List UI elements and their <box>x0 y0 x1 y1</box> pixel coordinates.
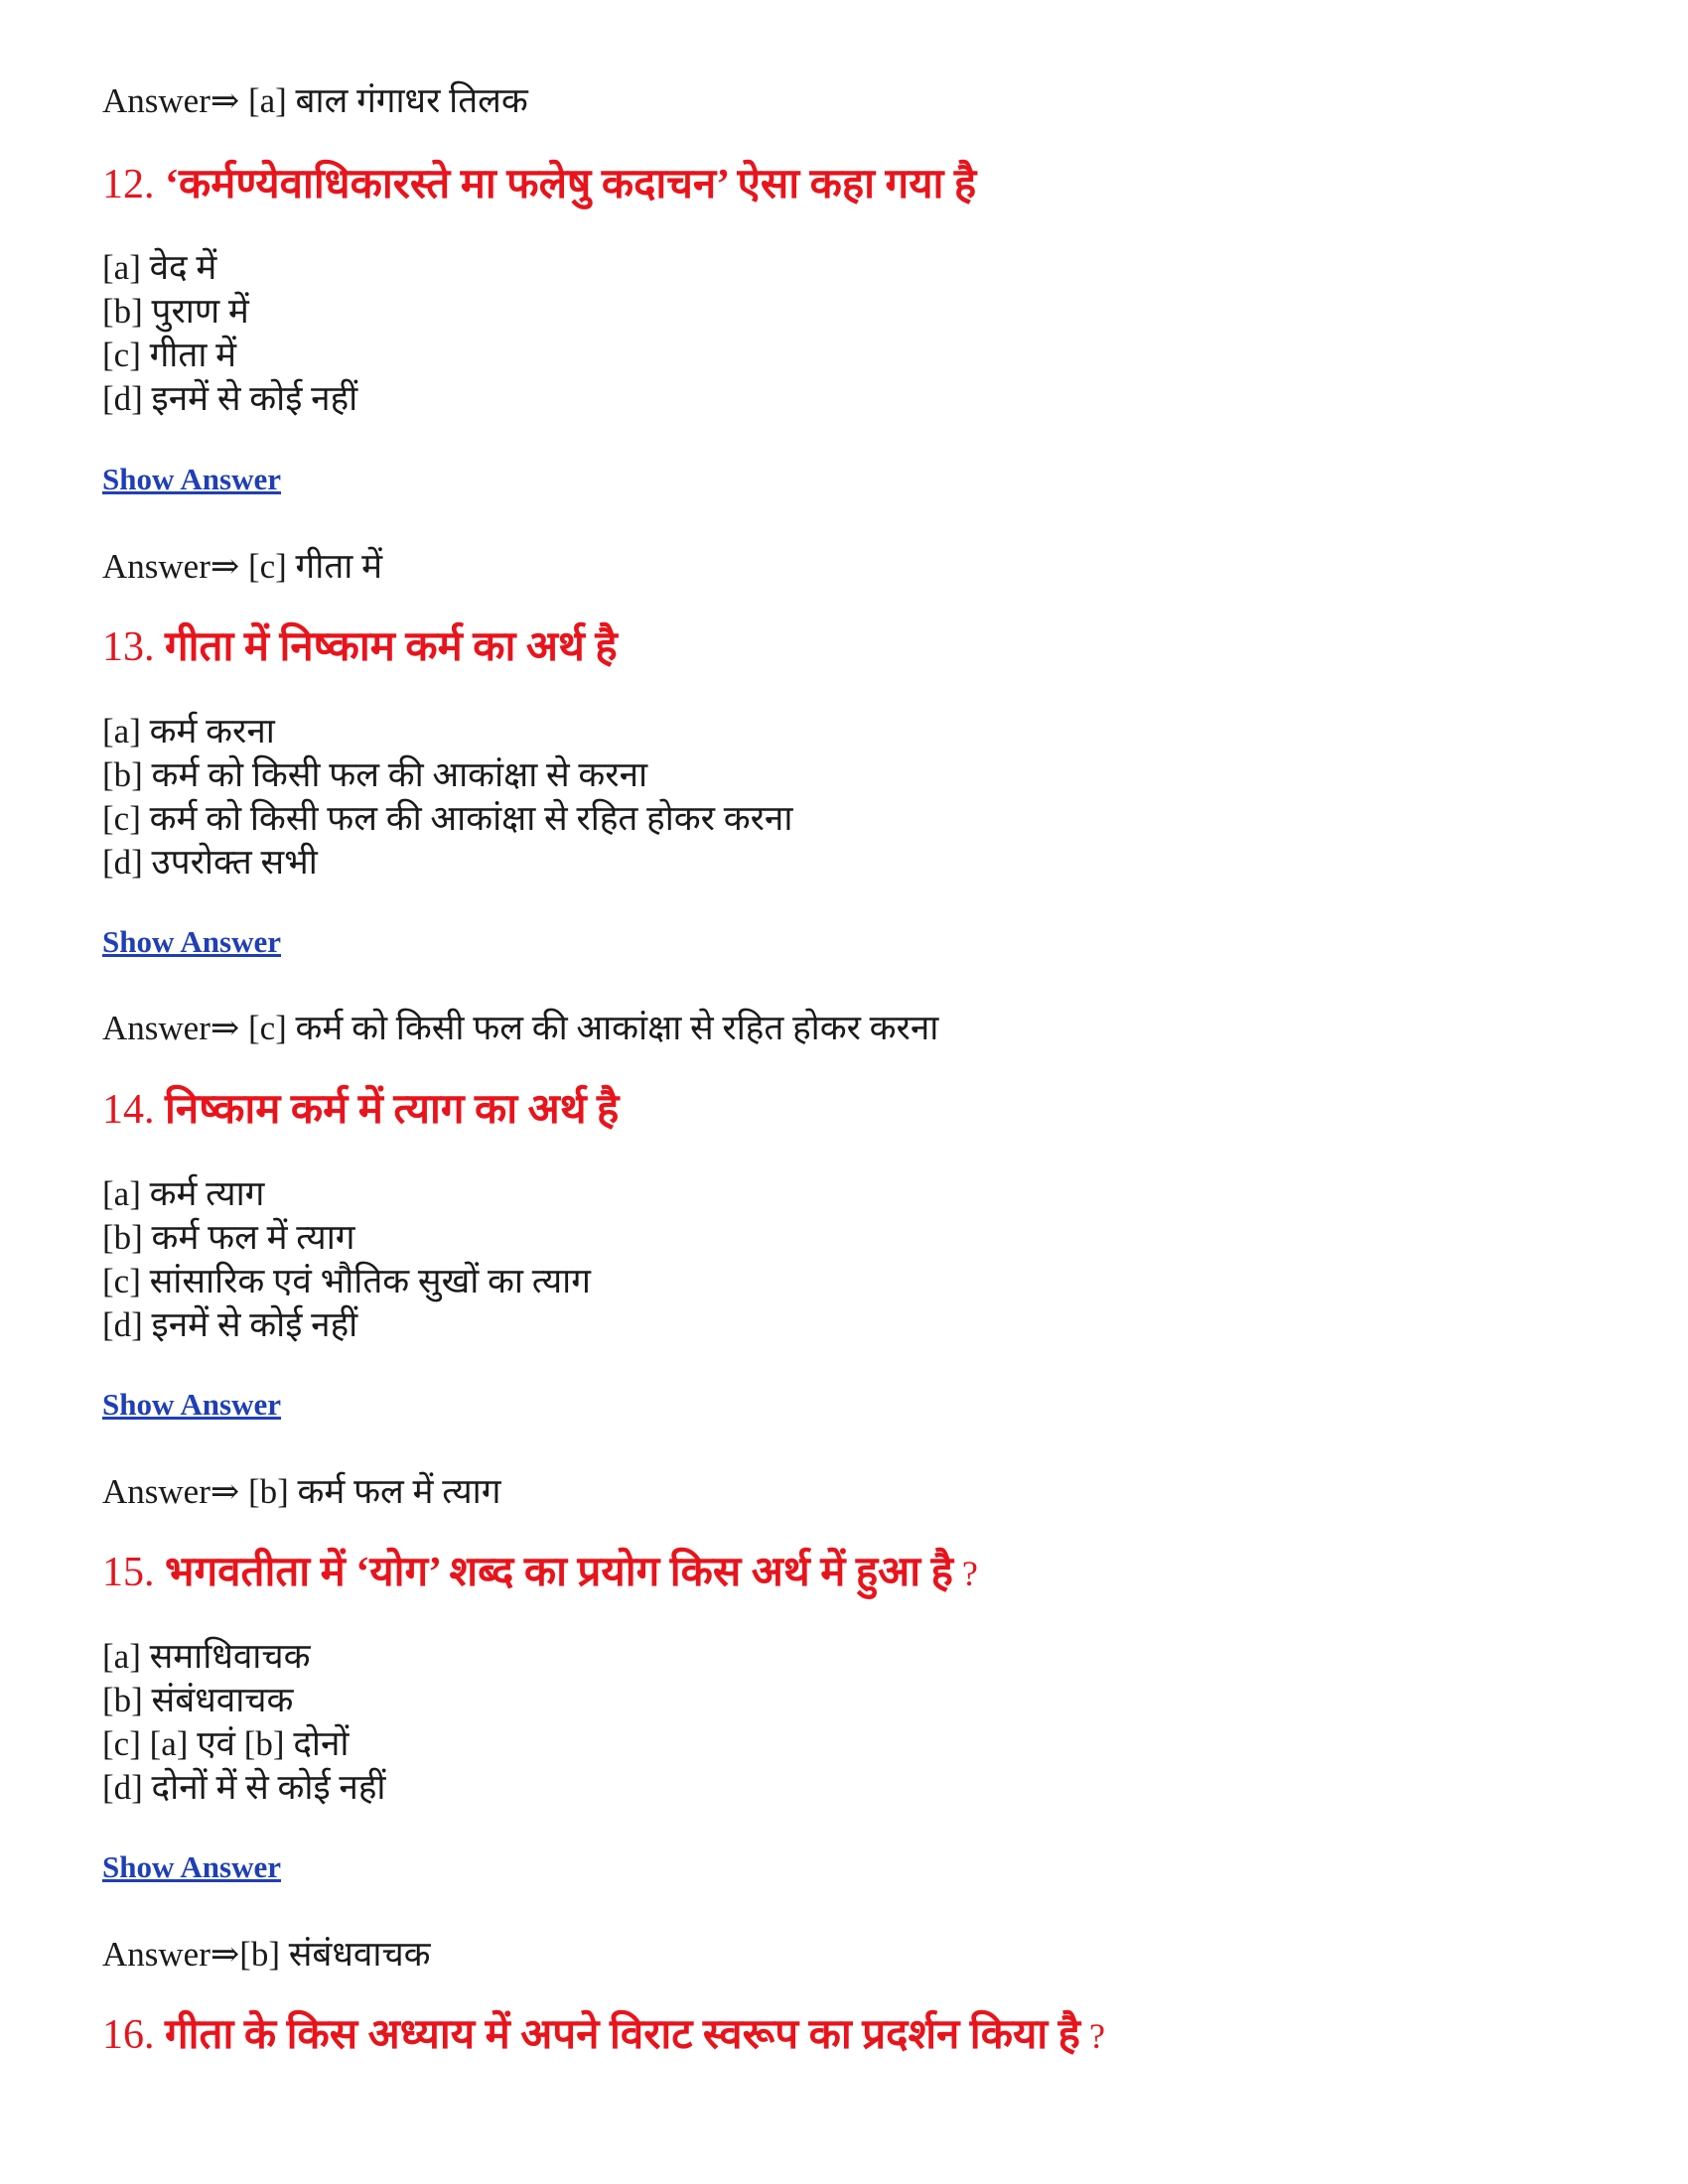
question-heading <box>102 159 976 210</box>
question-heading <box>102 1547 978 1599</box>
question-mark: ? <box>1080 2016 1105 2056</box>
question-text: ‘कर्मण्येवाधिकारस्ते मा फलेषु कदाचन’ ऐसा कहा गया है <box>165 162 977 207</box>
answer-text: [c] कर्म को किसी फल की आकांक्षा से रहित होकर करना <box>247 1009 939 1047</box>
answer-text: [c] गीता में <box>247 547 383 586</box>
answer-line <box>102 79 528 123</box>
option: [a] कर्म करना <box>102 712 275 751</box>
question-heading <box>102 621 618 673</box>
option: [d] इनमें से कोई नहीं <box>102 1305 358 1344</box>
option: [b] कर्म फल में त्याग <box>102 1218 355 1257</box>
show-answer-link[interactable]: Show Answer <box>102 1387 282 1422</box>
answer-prefix: Answer⇒ <box>102 81 248 120</box>
question-number: 13. <box>102 624 155 670</box>
question-text: गीता में निष्काम कर्म का अर्थ है <box>165 624 618 670</box>
answer-text: [b] संबंधवाचक <box>239 1935 431 1974</box>
question-number: 14. <box>102 1087 155 1133</box>
show-answer-link[interactable]: Show Answer <box>102 462 282 496</box>
answer-text: [a] बाल गंगाधर तिलक <box>247 81 528 120</box>
option: [d] इनमें से कोई नहीं <box>102 379 358 418</box>
option: [c] गीता में <box>102 336 237 374</box>
option: [c] कर्म को किसी फल की आकांक्षा से रहित होकर करना <box>102 799 793 838</box>
show-answer-link[interactable]: Show Answer <box>102 1849 282 1884</box>
question-heading <box>102 1084 619 1136</box>
question-number: 16. <box>102 2012 155 2058</box>
option: [b] पुराण में <box>102 292 249 331</box>
option: [a] वेद में <box>102 248 217 287</box>
answer-line <box>102 1470 500 1514</box>
answer-prefix: Answer⇒ <box>102 547 248 586</box>
question-text: भगवतीता में ‘योग’ शब्द का प्रयोग किस अर्थ में हुआ है <box>165 1550 953 1595</box>
option: [c] [a] एवं [b] दोनों <box>102 1724 350 1763</box>
question-text: निष्काम कर्म में त्याग का अर्थ है <box>165 1087 620 1133</box>
question-text: गीता के किस अध्याय में अपने विराट स्वरूप का प्रदर्शन किया है <box>165 2012 1080 2058</box>
question-mark: ? <box>952 1554 978 1593</box>
answer-line <box>102 1933 431 1977</box>
option: [a] कर्म त्याग <box>102 1174 265 1213</box>
option: [a] समाधिवाचक <box>102 1637 311 1676</box>
answer-prefix: Answer⇒ <box>102 1009 248 1047</box>
show-answer-link[interactable]: Show Answer <box>102 924 282 959</box>
question-number: 12. <box>102 162 155 207</box>
option: [d] उपरोक्त सभी <box>102 843 318 882</box>
answer-line <box>102 1007 938 1050</box>
answer-prefix: Answer⇒ <box>102 1935 240 1974</box>
answer-line <box>102 545 382 589</box>
question-number: 15. <box>102 1550 155 1595</box>
question-heading <box>102 2009 1105 2062</box>
option: [c] सांसारिक एवं भौतिक सुखों का त्याग <box>102 1262 591 1300</box>
option: [b] कर्म को किसी फल की आकांक्षा से करना <box>102 755 648 794</box>
option: [b] संबंधवाचक <box>102 1681 294 1719</box>
answer-text: [b] कर्म फल में त्याग <box>247 1472 501 1511</box>
answer-prefix: Answer⇒ <box>102 1472 248 1511</box>
option: [d] दोनों में से कोई नहीं <box>102 1768 386 1807</box>
